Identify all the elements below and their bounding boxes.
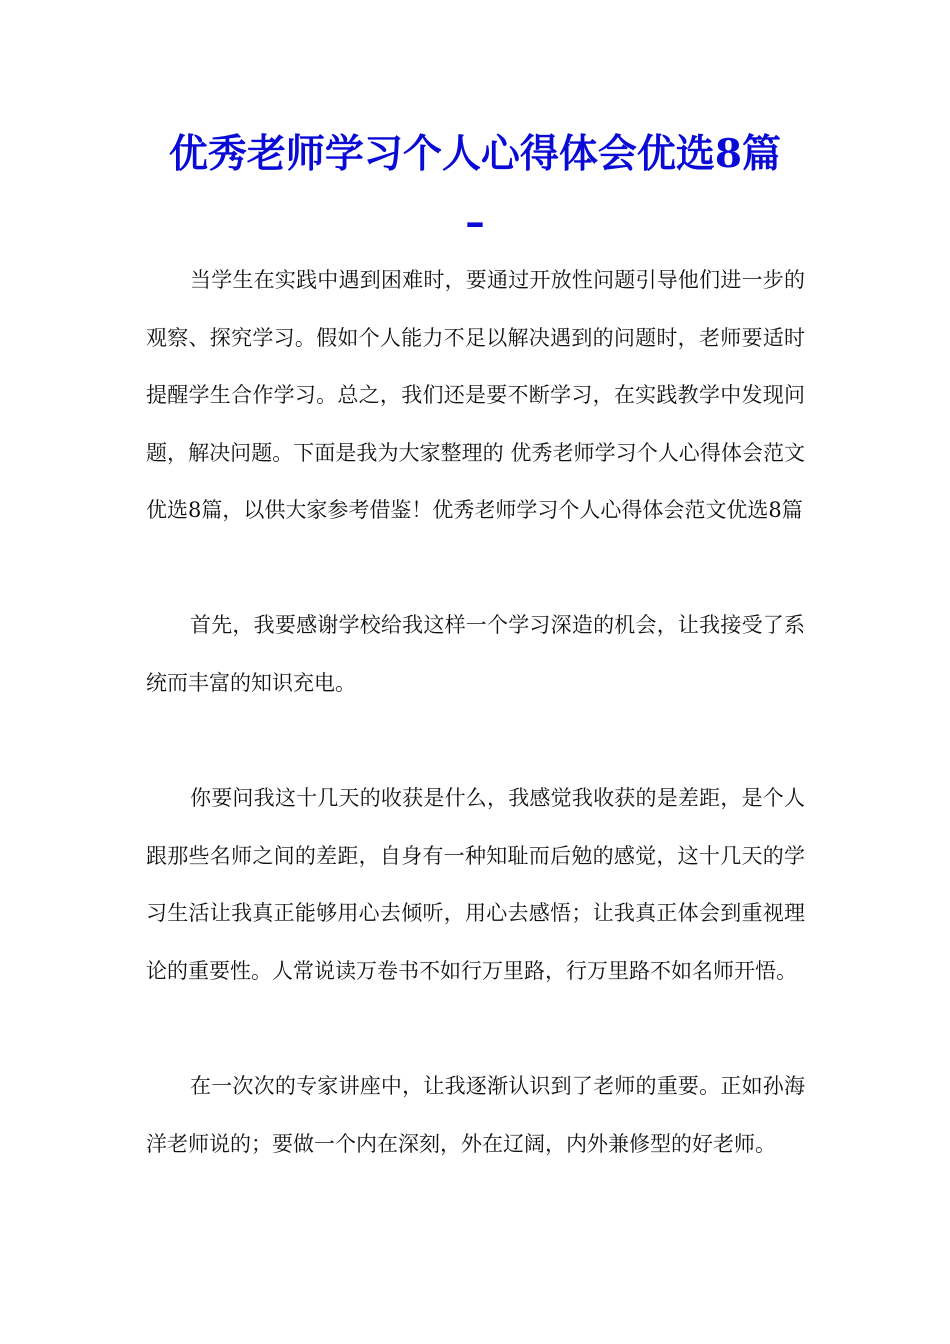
paragraph-intro: 当学生在实践中遇到困难时，要通过开放性问题引导他们进一步的观察、探究学习。假如个人能力不足以解决遇到的问题时，老师要适时提醒学生合作学习。总之，我们还是要不断学习，在实践教学中发现问题，解决问题。下面是我为大家整理的 优秀老师学习个人心得体会范文优选8篇，以供大家参考借鉴！优秀老师学习个人心得体会范文优选8篇 <box>146 268 805 522</box>
paragraph-harvest: 你要问我这十几天的收获是什么，我感觉我收获的是差距，是个人跟那些名师之间的差距，自身有一种知耻而后勉的感觉，这十几天的学习生活让我真正能够用心去倾听，用心去感悟；让我真正体会到重视理论的重要性。人常说读万卷书不如行万里路，行万里路不如名师开悟。 <box>146 786 805 983</box>
document-title: 优秀老师学习个人心得体会优选8篇 <box>168 131 782 177</box>
paragraph-thanks: 首先，我要感谢学校给我这样一个学习深造的机会，让我接受了系统而丰富的知识充电。 <box>146 613 805 695</box>
title-dash: – <box>465 199 485 245</box>
paragraph-lectures: 在一次次的专家讲座中，让我逐渐认识到了老师的重要。正如孙海洋老师说的；要做一个内在深刻，外在辽阔，内外兼修型的好老师。 <box>146 1074 805 1156</box>
